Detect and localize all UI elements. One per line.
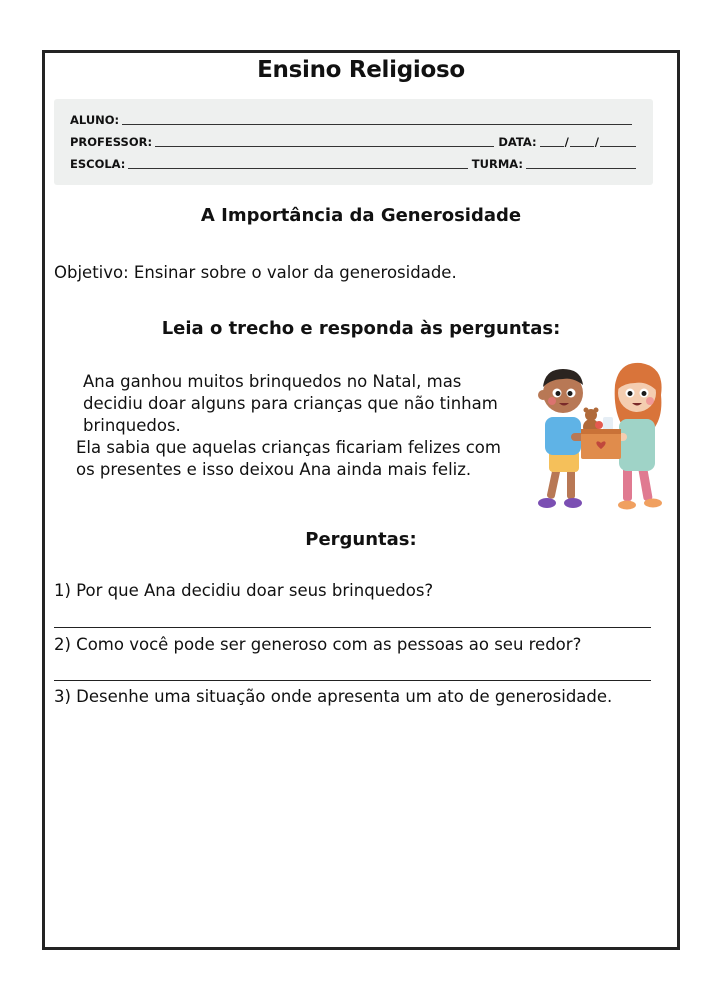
aluno-field[interactable] — [122, 112, 632, 125]
answer-line-2[interactable] — [54, 680, 651, 681]
date-year-field[interactable] — [600, 134, 636, 147]
children-sharing-toy-box-illustration — [523, 355, 673, 520]
escola-field[interactable] — [128, 156, 467, 169]
professor-label: PROFESSOR: — [70, 135, 153, 149]
date-month-field[interactable] — [570, 134, 594, 147]
aluno-row — [70, 112, 636, 127]
question-2: 2) Como você pode ser generoso com as pessoas ao seu redor? — [54, 635, 582, 654]
worksheet-title: Ensino Religioso — [257, 57, 465, 83]
reading-passage — [54, 371, 524, 481]
questions-heading: Perguntas: — [305, 529, 417, 550]
passage-paragraph-2: Ela sabia que aquelas crianças ficariam felizes com os presentes e isso deixou Ana ainda mais feliz. — [76, 438, 501, 479]
objective-text: Objetivo: Ensinar sobre o valor da generosidade. — [54, 263, 457, 282]
question-1: 1) Por que Ana decidiu doar seus brinquedos? — [54, 581, 434, 600]
date-day-field[interactable] — [540, 134, 564, 147]
date-separator: / — [564, 135, 569, 149]
answer-line-1[interactable] — [54, 627, 651, 628]
lesson-subtitle: A Importância da Generosidade — [200, 205, 522, 226]
professor-field[interactable] — [155, 134, 494, 147]
turma-label: TURMA: — [471, 157, 523, 171]
illustration-svg — [523, 355, 673, 520]
question-3: 3) Desenhe uma situação onde apresenta um ato de generosidade. — [54, 687, 613, 706]
worksheet-frame — [42, 50, 680, 950]
aluno-label: ALUNO: — [70, 113, 120, 127]
professor-data-row — [70, 134, 636, 149]
turma-field[interactable] — [526, 156, 636, 169]
passage-paragraph-1: Ana ganhou muitos brinquedos no Natal, mas decidiu doar alguns para crianças que não tinham brinquedos. — [83, 372, 498, 435]
toy-box — [581, 408, 621, 460]
escola-turma-row — [70, 156, 636, 171]
student-info-box — [54, 99, 653, 185]
instructions-heading: Leia o trecho e responda às perguntas: — [161, 318, 561, 339]
data-label: DATA: — [498, 135, 537, 149]
escola-label: ESCOLA: — [70, 157, 126, 171]
date-separator: / — [594, 135, 599, 149]
